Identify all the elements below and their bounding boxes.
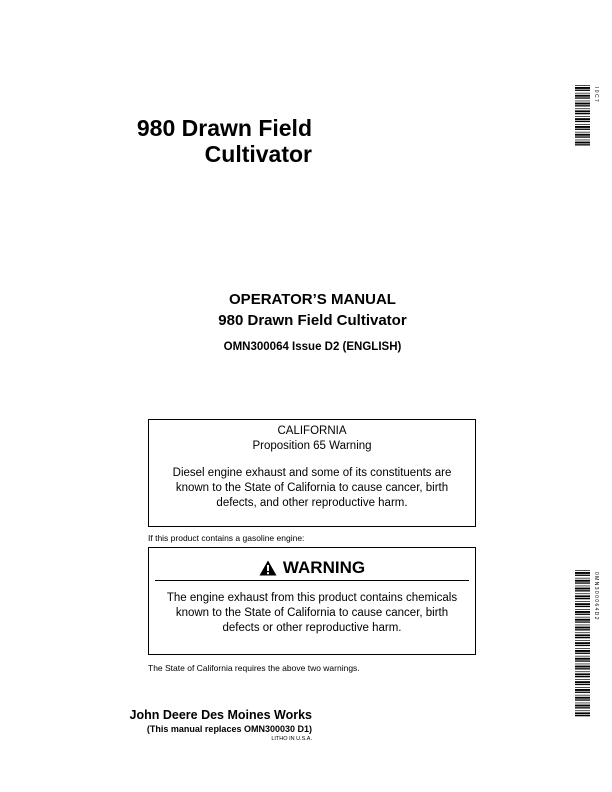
litho-note: LITHO IN U.S.A. bbox=[271, 736, 312, 742]
manual-title bbox=[100, 115, 312, 167]
california-prop65-box bbox=[148, 419, 476, 527]
barcode-bottom-text: 0 M N 3 0 0 0 6 4 D 2 bbox=[593, 572, 599, 620]
california-heading: CALIFORNIA bbox=[277, 425, 347, 437]
california-body-line: defects, and other reproductive harm. bbox=[216, 497, 408, 509]
warning-heading: WARNING bbox=[282, 558, 366, 577]
title-line-1: 980 Drawn Field bbox=[136, 115, 312, 141]
warning-triangle-icon bbox=[259, 560, 277, 576]
publisher-name: John Deere Des Moines Works bbox=[129, 708, 312, 722]
prop65-heading: Proposition 65 Warning bbox=[252, 440, 372, 452]
state-note: The State of California requires the above two warnings. bbox=[148, 663, 360, 673]
warning-body-line: The engine exhaust from this product contains chemicals bbox=[166, 592, 458, 604]
warning-body-line: known to the State of California to cause cancer, birth bbox=[175, 607, 449, 619]
replaces-note: (This manual replaces OMN300030 D1) bbox=[146, 724, 312, 734]
warning-header bbox=[155, 558, 469, 581]
barcode-top bbox=[575, 85, 601, 147]
warning-body-line: defects or other reproductive harm. bbox=[222, 622, 402, 634]
barcode-bottom bbox=[575, 570, 601, 720]
barcode-top-text: I 0 C 7 bbox=[593, 87, 599, 102]
manual-heading: OPERATOR’S MANUAL bbox=[229, 291, 396, 308]
manual-subtitle: 980 Drawn Field Cultivator bbox=[218, 312, 407, 329]
gasoline-note: If this product contains a gasoline engine: bbox=[148, 533, 305, 543]
warning-box bbox=[148, 547, 476, 655]
california-body-line: Diesel engine exhaust and some of its constituents are bbox=[172, 467, 452, 479]
title-line-2: Cultivator bbox=[204, 141, 312, 167]
california-body-line: known to the State of California to cause cancer, birth bbox=[175, 482, 449, 494]
manual-issue: OMN300064 Issue D2 (ENGLISH) bbox=[223, 341, 402, 353]
